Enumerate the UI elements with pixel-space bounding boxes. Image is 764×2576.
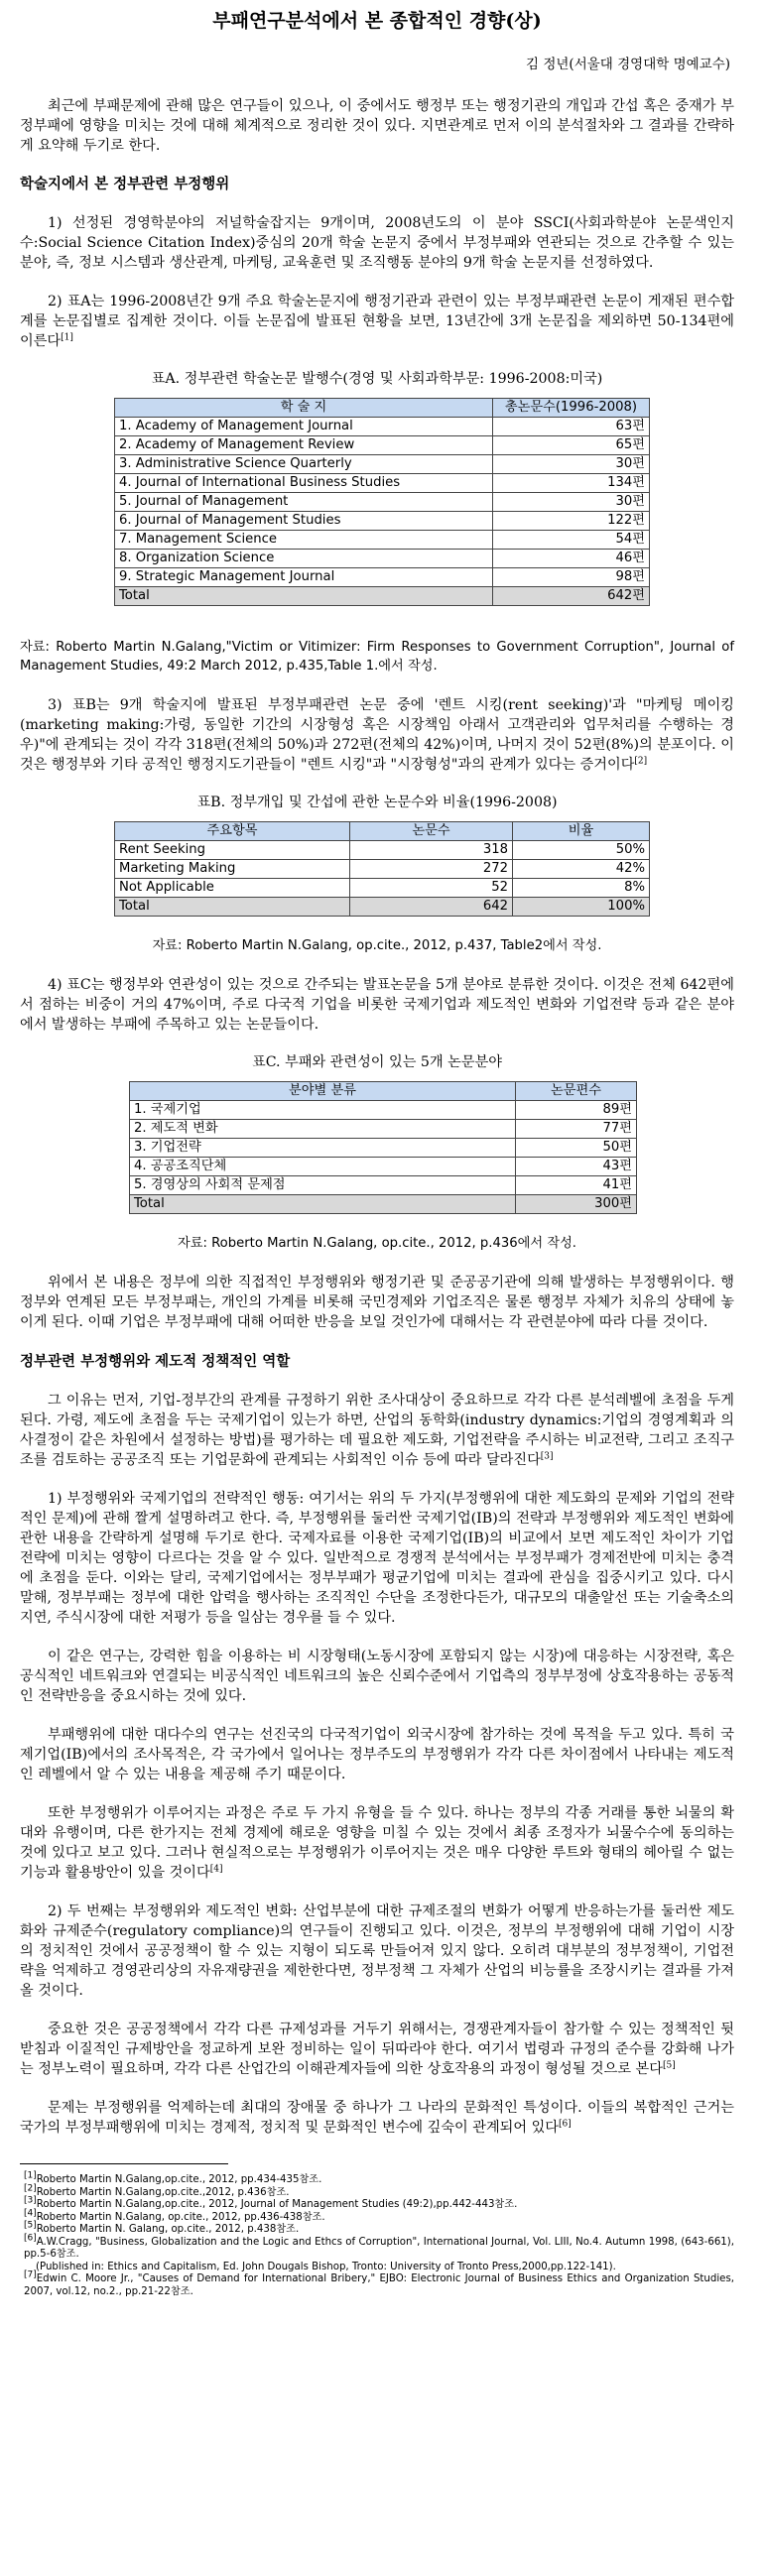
- table-b-cell: Marketing Making: [115, 860, 350, 879]
- table-a-cell: 122편: [493, 512, 650, 531]
- table-a-cell: 65편: [493, 436, 650, 455]
- footnote: [20, 2170, 734, 2187]
- table-c-total-label: Total: [130, 1195, 516, 1214]
- table-a-total-value: 642편: [493, 587, 650, 606]
- footnote: [20, 2183, 734, 2200]
- paragraph-s2-1: 그 이유는 먼저, 기업-정부간의 관계를 규정하기 위한 조사대상이 중요하므로 각각 다른 분석레벨에 초점을 두게 된다. 가령, 제도에 초점을 두는 국제기업이 있는가 하면, 산업의 동학화(industry dynamics:기업의 경영계획과 의사결정이 같은 차원에서 설정하는 방법)를 평가하는 데 필요한 제도화, 기업전략을 주시하는 비교전략, 그리고 조직구조를 검토하는 공공조직 또는 기업문화에 관계되는 사회적인 이슈 등에 따라 달라진다[3]: [20, 1393, 734, 1468]
- paragraph-s1-3: 3) 표B는 9개 학술지에 발표된 부정부패관련 논문 중에 '렌트 시킹(rent seeking)'과 "마케팅 메이킹(marketing making:가령, 동일한 기간의 시장형성 혹은 시장책임 아래서 고객관리와 업무처리를 수행하는 경우)"에 관계되는 것이 각각 318편(전체의 50%)과 272편(전체의 42%)이며, 나머지 것이 52편(8%)의 분포이다. 이것은 행정부와 기타 공적인 행정지도기관들이 "렌트 시킹"과 "시장형성"과의 관계가 있다는 증거이다[2]: [20, 697, 734, 773]
- table-c-source: 자료: Roberto Martin N.Galang, op.cite., 2012, p.436에서 작성.: [178, 1236, 576, 1251]
- paragraph-s1-5: 위에서 본 내용은 정부에 의한 직접적인 부정행위와 행정기관 및 준공공기관에 의해 발생하는 부정행위이다. 행정부와 연계된 모든 부정부패는, 개인의 가계를 비롯해 국민경제와 기업조직은 물론 행정부 자체가 치유의 상태에 놓이게 된다. 이때 기업은 부정부패에 대해 어떠한 반응을 보일 것인가에 대해서는 각 관련분야에 따라 다를 것이다.: [20, 1275, 734, 1330]
- paragraph-s1-4: 4) 표C는 행정부와 연관성이 있는 것으로 간주되는 발표논문을 5개 분야로 분류한 것이다. 이것은 전체 642편에서 점하는 비중이 거의 47%이며, 주로 다국적 기업을 비롯한 국제기업과 제도적인 변화와 기업전략 등과 같은 분야에서 발생하는 부패에 주목하고 있는 논문들이다.: [20, 977, 734, 1033]
- intro-paragraph: 최근에 부패문제에 관해 많은 연구들이 있으나, 이 중에서도 행정부 또는 행정기관의 개입과 간섭 혹은 중재가 부정부패에 영향을 미치는 것에 대해 체계적으로 정리한 것이 있다. 지면관계로 먼저 이의 분석절차와 그 결과를 간략하게 요약해 두기로 한다.: [20, 98, 735, 154]
- table-a-cell: 6. Journal of Management Studies: [115, 512, 493, 531]
- table-a-row: [115, 455, 650, 474]
- footnote-ref-4[interactable]: [4]: [209, 1864, 223, 1875]
- section-heading-2: 정부관련 부정행위와 제도적 정책적인 역할: [20, 1353, 291, 1370]
- document-title: 부패연구분석에서 본 종합적인 경향(상): [212, 10, 542, 32]
- table-a-cell: 9. Strategic Management Journal: [115, 568, 493, 587]
- table-b-cell: 318: [350, 841, 513, 860]
- footnote-mark[interactable]: [4]: [24, 2208, 37, 2219]
- footnote: [20, 2220, 734, 2237]
- footnote: [20, 2262, 734, 2274]
- table-a-row: [115, 568, 650, 587]
- footnote-mark[interactable]: [3]: [24, 2195, 37, 2206]
- table-c: [129, 1081, 637, 1214]
- footnote-text: (Published in: Ethics and Capitalism, Ed. John Dougals Bishop, Tronto: University of Tronto Press,2000,pp.122-141).: [36, 2261, 616, 2272]
- footnote-text: Roberto Martin N.Galang,op.cite.,2012, p.436참조.: [36, 2186, 290, 2198]
- table-c-cell: 1. 국제기업: [130, 1101, 516, 1120]
- table-b-cell: 272: [350, 860, 513, 879]
- table-a-cell: 1. Academy of Management Journal: [115, 418, 493, 436]
- table-a-row: [115, 512, 650, 531]
- table-a: [114, 398, 650, 606]
- table-a-source: 자료: Roberto Martin N.Galang,"Victim or Vitimizer: Firm Responses to Government Corruption", Journal of Management Studies, 49:2 March 2012, p.435,Table 1.에서 작성.: [20, 640, 734, 674]
- table-c-cell: 2. 제도적 변화: [130, 1120, 516, 1139]
- table-c-cell: 3. 기업전략: [130, 1139, 516, 1158]
- table-c-cell: 43편: [516, 1158, 637, 1176]
- footnote-ref-6[interactable]: [6]: [559, 2119, 572, 2130]
- table-a-caption: 표A. 정부관련 학술논문 발행수(경영 및 사회과학부문: 1996-2008:미국): [151, 371, 603, 387]
- footnote: [20, 2208, 734, 2225]
- paragraph-s2-7: 중요한 것은 공공정책에서 각각 다른 규제성과를 거두기 위해서는, 경쟁관계자들이 참가할 수 있는 정책적인 뒷받침과 이질적인 규제방안을 정교하게 보완 정비하는 일이 뒤따라야 한다. 여기서 법령과 규정의 준수를 강화해 나가는 정부노력이 필요하며, 각각 다른 산업간의 이해관계자들에 의한 상호작용의 과정이 형성될 것으로 본다[5]: [20, 2022, 734, 2077]
- footnote-text: Roberto Martin N.Galang,op.cite., 2012, Journal of Management Studies (49:2),pp.442-443참조.: [36, 2199, 518, 2210]
- table-b-cell: 8%: [513, 879, 650, 898]
- table-c-row: [130, 1139, 637, 1158]
- paragraph-s2-8: 문제는 부정행위를 억제하는데 최대의 장애물 중 하나가 그 나라의 문화적인 특성이다. 이들의 복합적인 근거는 국가의 부정부패행위에 미치는 경제적, 정치적 및 문화적인 변수에 깊숙이 관계되어 있다[6]: [20, 2100, 734, 2136]
- table-b-header-count: 논문수: [350, 822, 513, 841]
- footnote-mark[interactable]: [2]: [24, 2183, 37, 2194]
- table-b: [114, 821, 650, 917]
- table-a-cell: 8. Organization Science: [115, 550, 493, 568]
- table-a-cell: 134편: [493, 474, 650, 493]
- table-a-cell: 30편: [493, 455, 650, 474]
- section-heading-1: 학술지에서 본 정부관련 부정행위: [20, 176, 230, 192]
- table-a-cell: 30편: [493, 493, 650, 512]
- table-c-caption: 표C. 부패와 관련성이 있는 5개 논문분야: [251, 1054, 502, 1070]
- table-a-row: [115, 550, 650, 568]
- footnote-mark[interactable]: [1]: [24, 2170, 37, 2181]
- table-c-header-field: 분야별 분류: [130, 1082, 516, 1101]
- table-c-cell: 5. 경영상의 사회적 문제점: [130, 1176, 516, 1195]
- table-a-cell: 2. Academy of Management Review: [115, 436, 493, 455]
- table-b-cell: 42%: [513, 860, 650, 879]
- table-a-header-count: 총논문수(1996-2008): [493, 399, 650, 418]
- table-b-cell: 50%: [513, 841, 650, 860]
- table-c-cell: 4. 공공조직단체: [130, 1158, 516, 1176]
- table-a-cell: 63편: [493, 418, 650, 436]
- paragraph-s2-3: 이 같은 연구는, 강력한 힘을 이용하는 비 시장형태(노동시장에 포함되지 않는 시장)에 대응하는 시장전략, 혹은 공식적인 네트워크와 연결되는 비공식적인 네트워크의 높은 신뢰수준에서 기업측의 정부부정에 상호작용하는 공동적인 전략반응을 중요시하는 것에 있다.: [20, 1649, 734, 1704]
- paragraph-s1-2: 2) 표A는 1996-2008년간 9개 주요 학술논문지에 행정기관과 관련이 있는 부정부패관련 논문이 게재된 편수합계를 논문집별로 집계한 것이다. 이들 논문집에 발표된 현황을 보면, 13년간에 3개 논문집을 제외하면 50-134편에 이른다[1]: [20, 294, 734, 349]
- footnote-ref-2[interactable]: [2]: [634, 756, 648, 767]
- table-a-header-journal: 학 술 지: [115, 399, 493, 418]
- table-b-header-ratio: 비율: [513, 822, 650, 841]
- paragraph-s1-1: 1) 선정된 경영학분야의 저널학술잡지는 9개이며, 2008년도의 이 분야 SSCI(사회과학분야 논문색인지수:Social Science Citation Index)중심의 20개 학술 논문지 중에서 부정부패와 연관되는 것으로 간추할 수 있는 분야, 즉, 정보 시스템과 생산관계, 마케팅, 교육훈련 및 조직행동 분야의 9개 학술 논문지를 선정하였다.: [20, 215, 734, 271]
- footnote-text: Roberto Martin N.Galang, op.cite., 2012, pp.436-438참조.: [36, 2211, 325, 2223]
- footnotes: [20, 2170, 734, 2298]
- table-b-row: [115, 860, 650, 879]
- table-c-row: [130, 1158, 637, 1176]
- paragraph-s2-2: 1) 부정행위와 국제기업의 전략적인 행동: 여기서는 위의 두 가지(부정행위에 대한 제도화의 문제와 기업의 전략적인 문제)에 관해 짤게 설명하려고 한다. 즉, 부정행위를 둘러싼 국제기업(IB)의 전략과 부정행위와 제도적인 변화에 관한 내용을 간략하게 설명해 두기로 한다. 국제자료를 이용한 국제기업(IB)의 비교에서 보면 제도적인 차이가 기업전략에 미치는 영향이 다르다는 것을 알 수 있다. 일반적으로 경쟁적 분석에서는 부정부패가 경제전반에 미치는 충격에 초점을 둔다. 이와는 달리, 국제기업에서는 정부부패가 평균기업에 미치는 결과에 관심을 집중시키고 있다. 다시 말해, 정부부패는 정부에 대한 압력을 행사하는 조직적인 수단을 조정한다든가, 대규모의 대출알선 또는 기술축소의 지연, 주식시장에 대한 저평가 등을 일삼는 경우를 들 수 있다.: [20, 1491, 734, 1626]
- table-c-cell: 89편: [516, 1101, 637, 1120]
- table-c-header-count: 논문편수: [516, 1082, 637, 1101]
- paragraph-s2-4: 부패행위에 대한 대다수의 연구는 선진국의 다국적기업이 외국시장에 참가하는 것에 목적을 두고 있다. 특히 국제기업(IB)에서의 조사목적은, 각 국가에서 일어나는 정부주도의 부정행위가 각각 다른 차이점에서 나타내는 제도적인 레벨에서 알 수 있는 내용을 제공해 주기 때문이다.: [20, 1727, 734, 1782]
- table-c-cell: 41편: [516, 1176, 637, 1195]
- footnote-mark[interactable]: [7]: [24, 2269, 37, 2280]
- table-c-row: [130, 1176, 637, 1195]
- table-a-cell: 7. Management Science: [115, 531, 493, 550]
- footnote-mark[interactable]: [6]: [24, 2233, 37, 2244]
- table-b-total-label: Total: [115, 898, 350, 917]
- table-c-cell: 50편: [516, 1139, 637, 1158]
- table-b-caption: 표B. 정부개입 및 간섭에 관한 논문수와 비율(1996-2008): [196, 795, 558, 810]
- footnote-ref-1[interactable]: [1]: [61, 332, 73, 343]
- table-a-row: [115, 474, 650, 493]
- footnote-text: Roberto Martin N.Galang,op.cite., 2012, pp.434-435참조.: [36, 2174, 322, 2185]
- table-a-cell: 98편: [493, 568, 650, 587]
- table-b-row: [115, 841, 650, 860]
- table-a-row: [115, 531, 650, 550]
- table-a-cell: 54편: [493, 531, 650, 550]
- table-a-cell: 5. Journal of Management: [115, 493, 493, 512]
- author-line: 김 정년(서울대 경영대학 명예교수): [526, 57, 730, 72]
- paragraph-s2-5: 또한 부정행위가 이루어지는 과정은 주로 두 가지 유형을 들 수 있다. 하나는 정부의 각종 거래를 통한 뇌물의 확대와 유행이며, 다른 한가지는 전체 경제에 해로운 영향을 미칠 수 있는 것에서 최종 조정자가 뇌물수수에 동의하는 것에 있다고 보고 있다. 그러나 현실적으로는 부정행위가 이루어지는 것은 매우 다양한 루트와 형태의 헤아릴 수 없는 기능과 활용방안이 있을 것이다[4]: [20, 1805, 734, 1881]
- table-c-total-value: 300편: [516, 1195, 637, 1214]
- paragraph-s2-6: 2) 두 번째는 부정행위와 제도적인 변화: 산업부분에 대한 규제조절의 변화가 어떻게 반응하는가를 둘러싼 제도화와 규제준수(regulatory compliance)의 연구들이 진행되고 있다. 이것은, 정부의 부정행위에 대해 기업이 시장의 정치적인 것에서 공공정책이 할 수 있는 지형이 되도록 만들어져 있지 않다. 오히려 대부분의 정부정책이, 기업전략을 억제하고 경영관리상의 자유재량권을 제한한다면, 정부정책 그 자체가 산업의 비능률을 조장시키는 결과를 가져올 것이다.: [20, 1903, 734, 1999]
- footnote-divider: [20, 2163, 228, 2164]
- table-a-cell: 4. Journal of International Business Studies: [115, 474, 493, 493]
- table-b-cell: Not Applicable: [115, 879, 350, 898]
- table-c-cell: 77편: [516, 1120, 637, 1139]
- table-c-row: [130, 1120, 637, 1139]
- table-c-row: [130, 1101, 637, 1120]
- footnote-text: A.W.Cragg, "Business, Globalization and the Logic and Ethcs of Corruption", International Journal, Vol. LIII, No.4. Autumn 1998, (643-661), pp.5-6참조.: [24, 2236, 734, 2260]
- footnote: [20, 2233, 734, 2262]
- footnote-ref-5[interactable]: [5]: [662, 2060, 676, 2071]
- table-b-total-ratio: 100%: [513, 898, 650, 917]
- table-b-cell: Rent Seeking: [115, 841, 350, 860]
- footnote-text: Roberto Martin N. Galang, op.cite., 2012, p.438참조.: [36, 2224, 300, 2235]
- table-a-total-label: Total: [115, 587, 493, 606]
- table-a-row: [115, 418, 650, 436]
- table-a-cell: 3. Administrative Science Quarterly: [115, 455, 493, 474]
- footnote-text: Edwin C. Moore Jr., "Causes of Demand for International Bribery," EJBO: Electronic Journal of Business Ethics and Organization Studies, 2007, vol.12, no.2., pp.21-22참조.: [24, 2273, 734, 2297]
- table-b-total-count: 642: [350, 898, 513, 917]
- table-b-source: 자료: Roberto Martin N.Galang, op.cite., 2012, p.437, Table2에서 작성.: [152, 938, 602, 953]
- footnote: [20, 2269, 734, 2298]
- footnote: [20, 2195, 734, 2212]
- table-b-row: [115, 879, 650, 898]
- table-a-row: [115, 436, 650, 455]
- footnote-mark[interactable]: [5]: [24, 2220, 37, 2231]
- table-a-row: [115, 493, 650, 512]
- footnote-ref-3[interactable]: [3]: [540, 1451, 554, 1462]
- table-a-cell: 46편: [493, 550, 650, 568]
- table-b-header-item: 주요항목: [115, 822, 350, 841]
- table-b-cell: 52: [350, 879, 513, 898]
